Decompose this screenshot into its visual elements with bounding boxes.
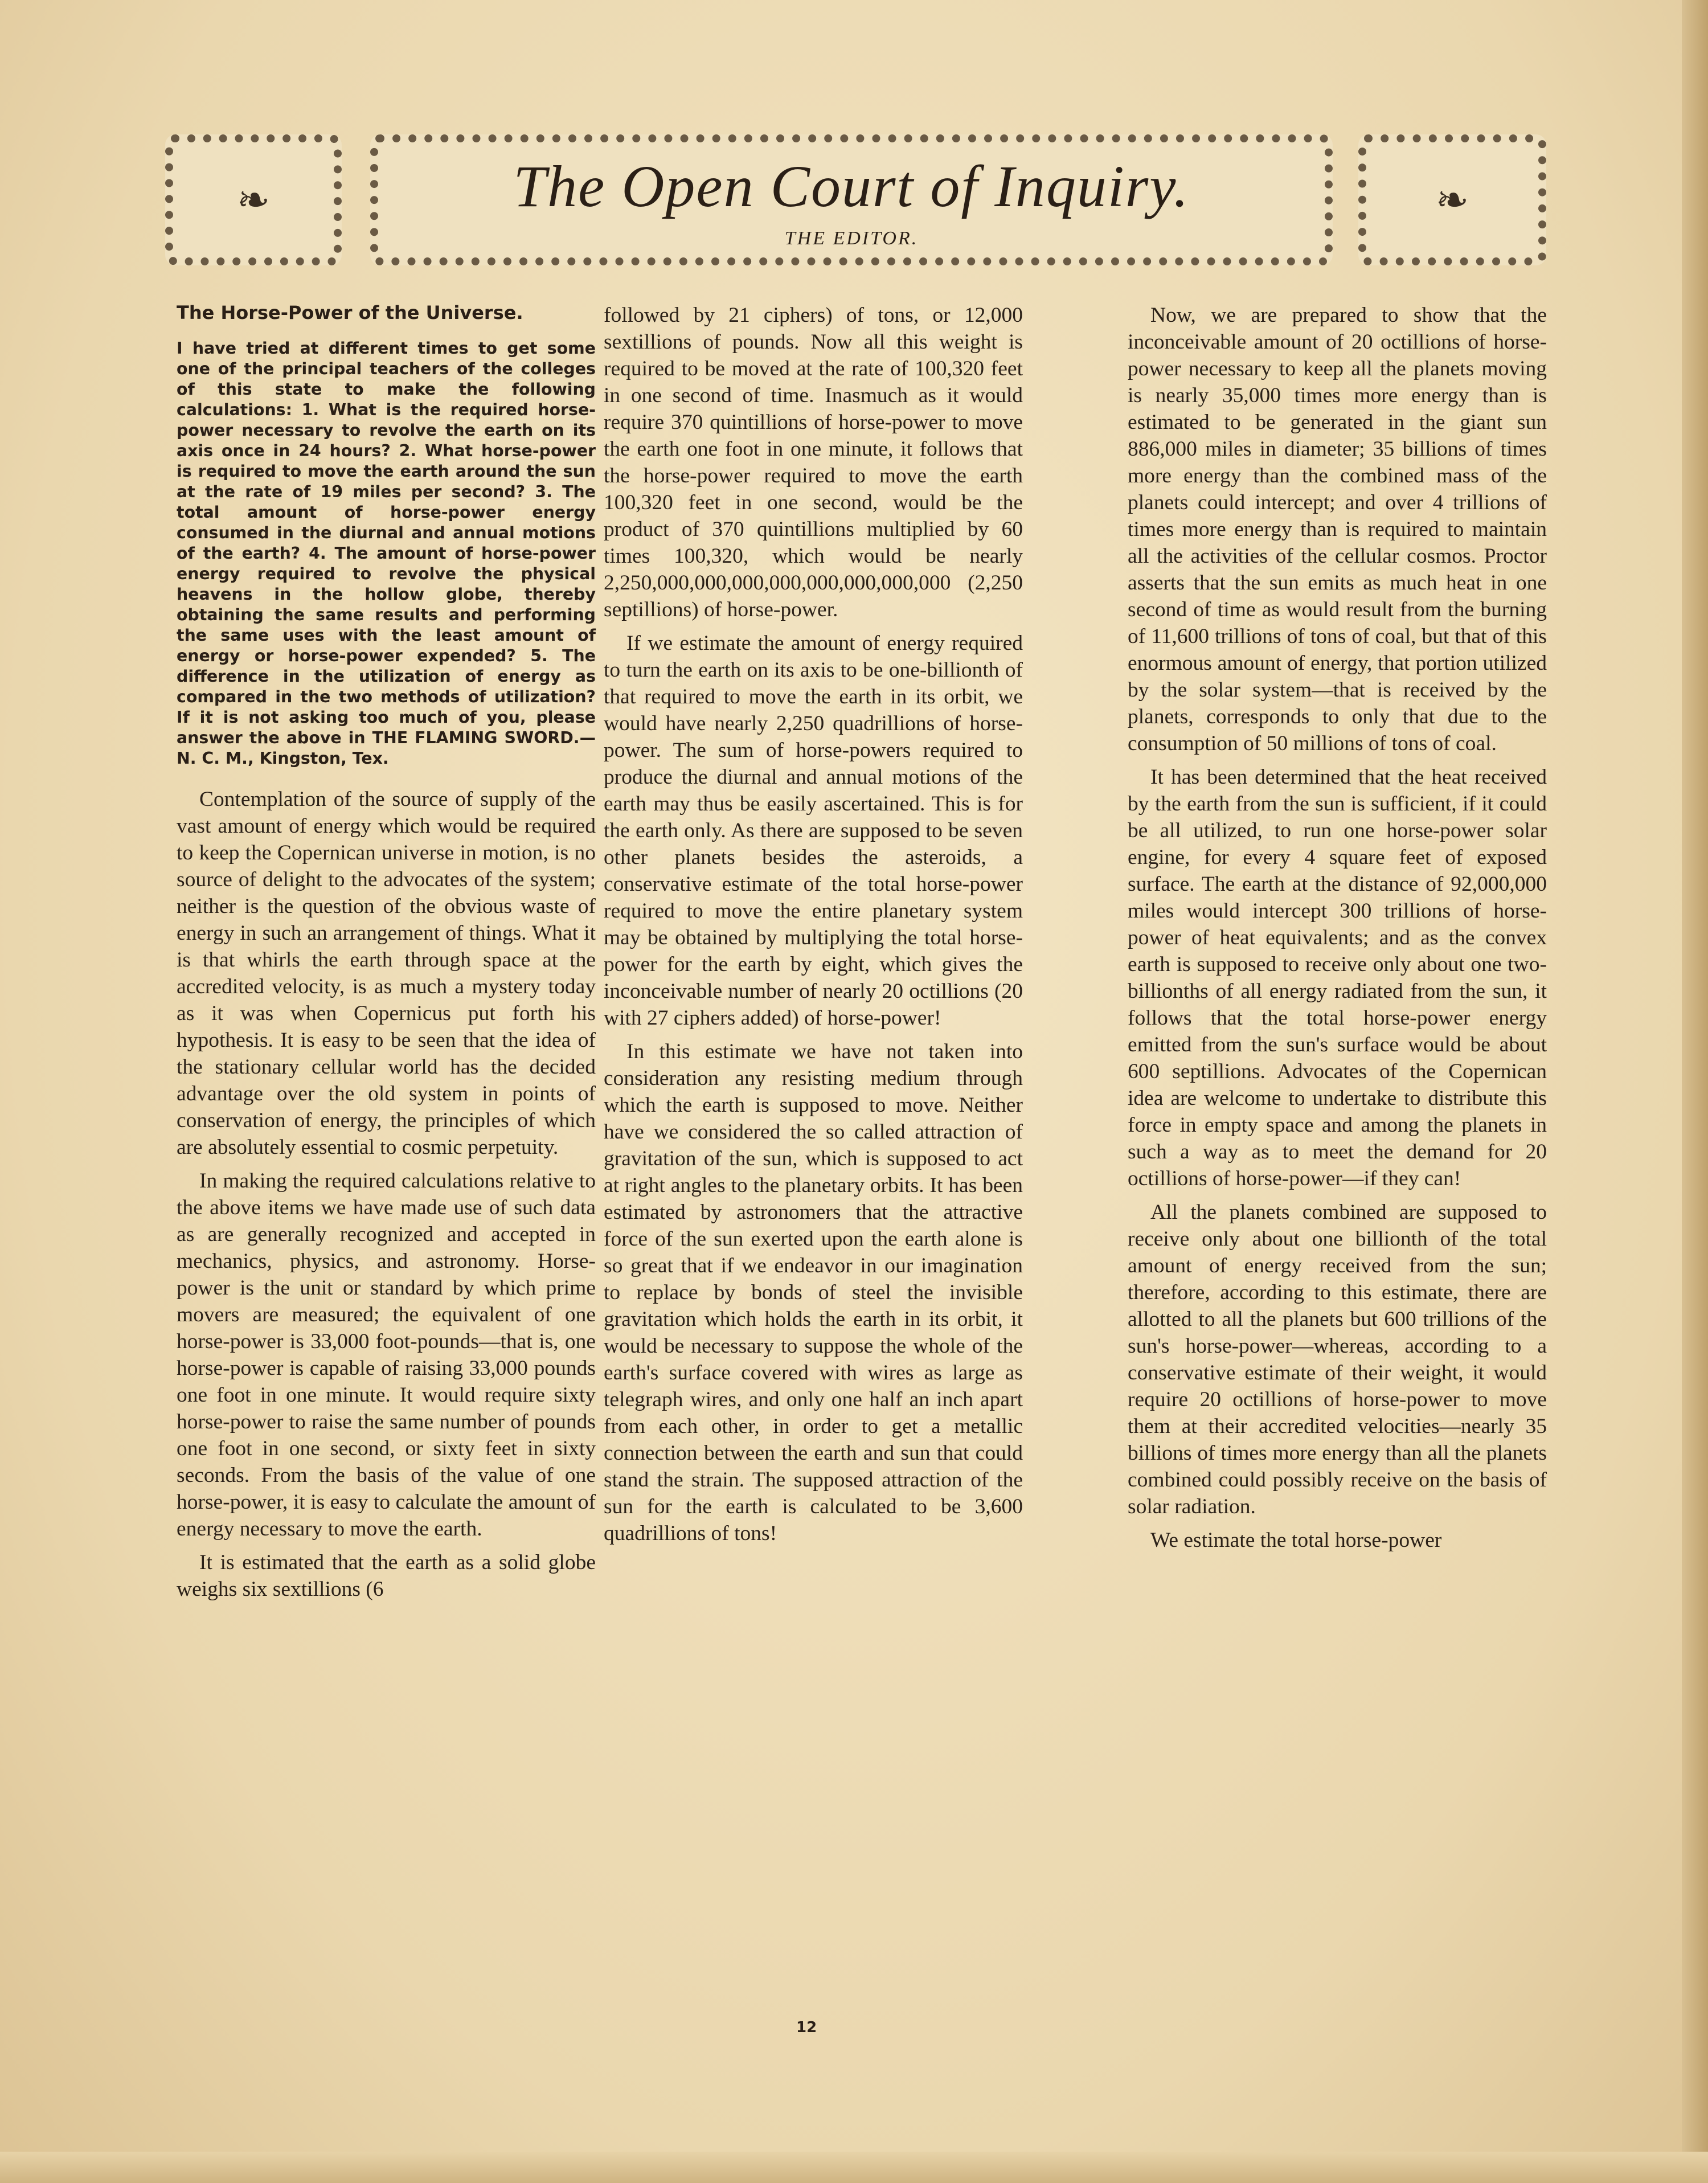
column-1 [177, 302, 596, 1609]
paragraph: followed by 21 ciphers) of tons, or 12,000 sextillions of pounds. Now all this weight is required to be moved at the rate of 100,320 feet in one second of time. Inasmuch as it would require 370 quintillions of horse-power to move the earth one foot in one minute, it follows that the horse-power required to move the earth 100,320 feet in one second, would be the product of 370 quintillions multiplied by 60 times 100,320, which would be nearly 2,250,000,000,000,000,000,000,000,000 (2,250 septillions) of horse-power. [604, 304, 1023, 621]
column-2 [604, 302, 1023, 1554]
fleuron-icon: ❧ [236, 177, 271, 223]
page-edge-bottom [0, 2152, 1708, 2183]
paragraph: In making the required calculations relative to the above items we have made use of such data as are generally recognized and accepted in mechanics, physics, and astronomy. Horse-power is the unit or standard by which prime movers are measured; the equivalent of one horse-power is 33,000 foot-pounds—that is, one horse-power is capable of raising 33,000 pounds one foot in one minute. It would require sixty horse-power to raise the same number of pounds one foot in one second, or sixty feet in sixty seconds. From the basis of the value of one horse-power, it is easy to calculate the amount of energy necessary to move the earth. [177, 1169, 596, 1541]
paragraph: We estimate the total horse-power [1150, 1529, 1442, 1552]
section-title: The Horse-Power of the Universe. [177, 302, 523, 323]
header-ornament-left [165, 134, 342, 265]
paragraph: Now, we are prepared to show that the inconceivable amount of 20 octillions of horse-power necessary to keep all the planets moving is nearly 35,000 times more energy than is estimated to be generated in the giant sun 886,000 miles in diameter; 35 billions of times more energy than the combined mass of the planets could intercept; and over 4 trillions of times more energy than is required to maintain all the activities of the cellular cosmos. Proctor asserts that the sun emits as much heat in one second of time as would result from the burning of 11,600 trillions of tons of coal, but that of this enormous amount of energy, that portion utilized by the solar system—that is received by the planets, corresponds to only that due to the consumption of 50 millions of tons of coal. [1128, 304, 1547, 755]
reader-letter: I have tried at different times to get some one of the principal teachers of the colleges of this state to make the following calculations: 1. What is the required horse-power necessary to revolve the earth on its axis once in 24 hours? 2. What horse-power is required to move the earth around the sun at the rate of 19 miles per second? 3. The total amount of horse-power energy consumed in the diurnal and annual motions of the earth? 4. The amount of horse-power energy required to revolve the physical heavens in the hollow globe, thereby obtaining the same results and performing the same uses with the least amount of energy or horse-power expended? 5. The difference in the utilization of energy as compared in the two methods of utilization? If it is not asking too much of you, please answer the above in THE FLAMING SWORD.—N. C. M., Kingston, Tex. [177, 339, 596, 768]
header-ornament-right [1358, 134, 1546, 265]
paragraph: It is estimated that the earth as a solid globe weighs six sextillions (6 [177, 1551, 596, 1601]
page-number: 12 [796, 2019, 817, 2036]
page-title: The Open Court of Inquiry. [513, 154, 1190, 219]
page-subtitle: THE EDITOR. [784, 228, 919, 249]
column-3 [1128, 302, 1547, 1561]
paragraph: Contemplation of the source of supply of the vast amount of energy which would be required to keep the Copernican universe in motion, is no source of delight to the advocates of the system; neither is the question of the obvious waste of energy in such an arrangement of things. What it is that whirls the earth through space at the accredited velocity, is as much a mystery today as it was when Copernicus put forth his hypothesis. It is easy to be seen that the idea of the stationary cellular world has the decided advantage over the old system in points of conservation of energy, the principles of which are absolutely essential to cosmic perpetuity. [177, 788, 596, 1159]
paragraph: In this estimate we have not taken into consideration any resisting medium through which the earth is supposed to move. Neither have we considered the so called attraction of gravitation of the sun, which is supposed to act at right angles to the planetary orbits. It has been estimated by astronomers that the attractive force of the sun exerted upon the earth alone is so great that if we endeavor in our imagination to replace by bonds of steel the invisible gravitation which holds the earth in its orbit, it would be necessary to suppose the whole of the earth's surface covered with wires as large as telegraph wires, and only one half an inch apart from each other, in order to get a metallic connection between the earth and sun that could stand the strain. The supposed attraction of the sun for the earth is calculated to be 3,600 quadrillions of tons! [604, 1040, 1023, 1545]
paragraph: If we estimate the amount of energy required to turn the earth on its axis to be one-billionth of that required to move the earth in its orbit, we would have nearly 2,250 quadrillions of horse-power. The sum of horse-powers required to produce the diurnal and annual motions of the earth may thus be easily ascertained. This is for the earth only. As there are supposed to be seven other planets besides the asteroids, a conservative estimate of the total horse-power required to move the entire planetary system may be obtained by multiplying the total horse-power for the earth by eight, which gives the inconceivable number of nearly 20 octillions (20 with 27 ciphers added) of horse-power! [604, 632, 1023, 1030]
paragraph: All the planets combined are supposed to receive only about one billionth of the total amount of energy received from the sun; therefore, according to this estimate, there are allotted to all the planets but 600 trillions of the sun's horse-power—whereas, according to a conservative estimate of their weight, it would require 20 octillions of horse-power to move them at their accredited velocities—nearly 35 billions of times more energy than all the planets combined could possibly receive on the basis of solar radiation. [1128, 1201, 1547, 1518]
page-edge-right [1682, 0, 1708, 2183]
fleuron-icon: ❧ [1435, 177, 1469, 223]
paragraph: It has been determined that the heat received by the earth from the sun is sufficient, if it could be all utilized, to run one horse-power solar engine, for every 4 square feet of exposed surface. The earth at the distance of 92,000,000 miles would intercept 300 trillions of horse-power of heat equivalents; and as the convex earth is supposed to receive only about one two-billionths of all energy radiated from the sun, it follows that the total horse-power energy emitted from the sun's surface would be about 600 septillions. Advocates of the Copernican idea are welcome to undertake to distribute this force in empty space and among the planets in such a way as to meet the demand for 20 octillions of horse-power—if they can! [1128, 765, 1547, 1190]
header-banner [370, 134, 1333, 265]
